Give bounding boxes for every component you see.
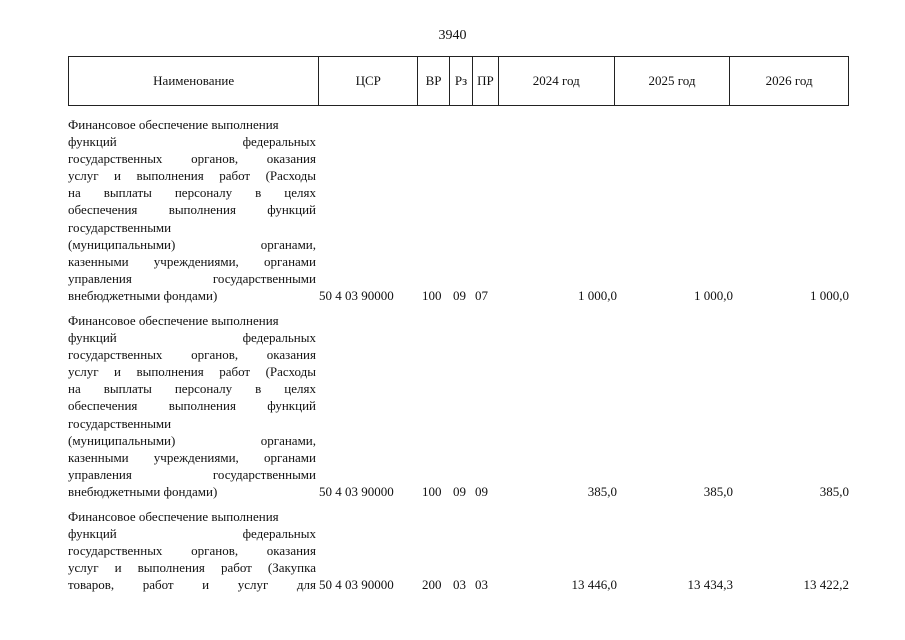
row-values — [68, 576, 849, 593]
row-name-line: обеспечения выполнения функций — [68, 398, 316, 414]
row-name-line: на выплаты персоналу в целях — [68, 185, 316, 201]
header-rz: Рз — [450, 57, 473, 105]
cell-vr: 100 — [422, 484, 442, 499]
row-name-line: казенными учреждениями, органами — [68, 449, 316, 465]
row-name-line: услуг и выполнения работ (Закупка — [68, 560, 316, 576]
row-name-line: функций федеральных — [68, 330, 316, 346]
row-name-line: государственных органов, оказания — [68, 151, 316, 167]
row-values — [68, 287, 849, 304]
header-2024: 2024 год — [499, 57, 615, 105]
cell-rz: 09 — [453, 288, 466, 303]
row-name-line: государственных органов, оказания — [68, 347, 316, 363]
row-name-line: Финансовое обеспечение выполнения — [68, 509, 279, 524]
row-name-line: функций федеральных — [68, 526, 316, 542]
row-name — [68, 312, 316, 500]
cell-csr: 50 4 03 90000 — [319, 484, 394, 499]
header-csr: ЦСР — [319, 57, 418, 105]
row-name-line: внебюджетными фондами) — [68, 483, 218, 499]
cell-pr: 09 — [475, 484, 488, 499]
row-name-line: обеспечения выполнения функций — [68, 202, 316, 218]
cell-csr: 50 4 03 90000 — [319, 577, 394, 592]
row-name-line: товаров, работ и услуг для — [68, 577, 316, 593]
row-name-line: Финансовое обеспечение выполнения — [68, 313, 279, 328]
row-name-line: услуг и выполнения работ (Расходы — [68, 168, 316, 184]
row-name-line: государственных органов, оказания — [68, 543, 316, 559]
row-name-line: государственными — [68, 415, 172, 431]
row-name-line: функций федеральных — [68, 134, 316, 150]
row-name-line: (муниципальными) органами, — [68, 432, 316, 448]
header-vr: ВР — [418, 57, 450, 105]
cell-vr: 200 — [422, 577, 442, 592]
cell-vr: 100 — [422, 288, 442, 303]
row-name-line: управления государственными — [68, 270, 316, 286]
header-name: Наименование — [69, 57, 319, 105]
cell-rz: 09 — [453, 484, 466, 499]
row-name-line: на выплаты персоналу в целях — [68, 381, 316, 397]
row-name-line: внебюджетными фондами) — [68, 287, 218, 303]
page-number: 3940 — [438, 28, 467, 43]
row-name-line: государственными — [68, 219, 172, 235]
cell-2026: 13 422,2 — [803, 577, 849, 592]
cell-pr: 03 — [475, 577, 488, 592]
table-header — [68, 56, 849, 106]
row-name-line: услуг и выполнения работ (Расходы — [68, 364, 316, 380]
cell-rz: 03 — [453, 577, 466, 592]
header-2025: 2025 год — [615, 57, 731, 105]
cell-2025: 1 000,0 — [694, 288, 733, 303]
cell-2025: 385,0 — [703, 484, 733, 499]
cell-2026: 1 000,0 — [810, 288, 849, 303]
row-values — [68, 483, 849, 500]
row-name-line: Финансовое обеспечение выполнения — [68, 117, 279, 132]
cell-2026: 385,0 — [819, 484, 849, 499]
row-name-line: казенными учреждениями, органами — [68, 253, 316, 269]
cell-2025: 13 434,3 — [687, 577, 733, 592]
cell-2024: 1 000,0 — [578, 288, 617, 303]
cell-csr: 50 4 03 90000 — [319, 288, 394, 303]
row-name-line: (муниципальными) органами, — [68, 236, 316, 252]
header-pr: ПР — [473, 57, 499, 105]
row-name — [68, 116, 316, 304]
header-2026: 2026 год — [765, 73, 813, 88]
cell-2024: 13 446,0 — [571, 577, 617, 592]
cell-2024: 385,0 — [587, 484, 617, 499]
row-name-line: управления государственными — [68, 466, 316, 482]
cell-pr: 07 — [475, 288, 488, 303]
